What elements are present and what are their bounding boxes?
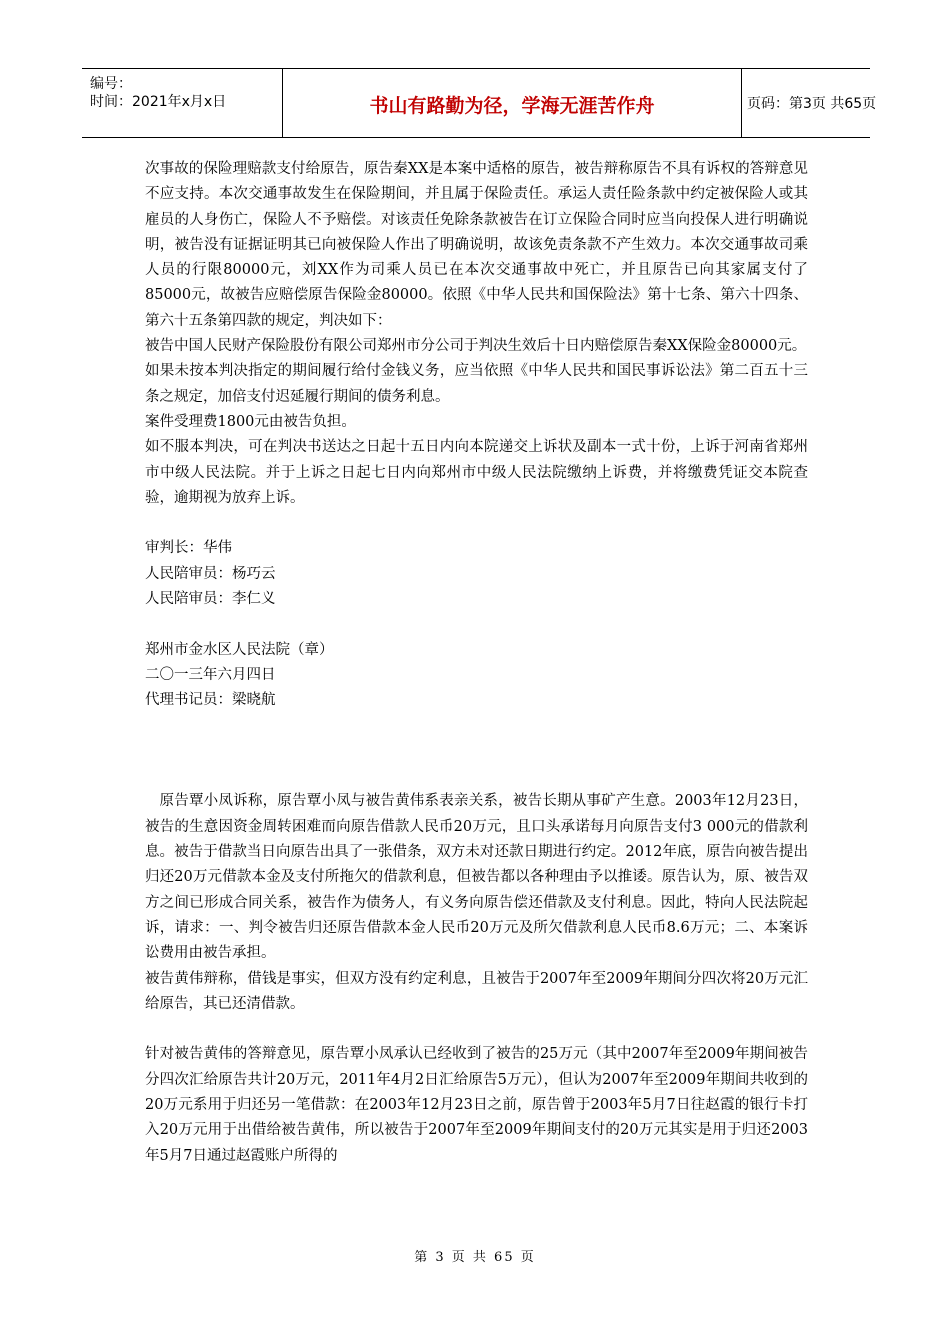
document-body: [145, 157, 808, 1169]
header-left-cell: [82, 69, 282, 137]
blank-line: [145, 511, 808, 536]
paragraph: 如果未按本判决指定的期间履行给付金钱义务，应当依照《中华人民共和国民事诉讼法》第二百五十三条之规定，加倍支付迟延履行期间的债务利息。: [145, 363, 808, 405]
number-label: 编号：: [90, 76, 132, 92]
paragraph: 案件受理费1800元由被告负担。: [145, 413, 356, 430]
date-line: 时间：2021年x月x日: [90, 94, 227, 110]
header-right-cell: [741, 69, 877, 137]
juror: 人民陪审员：李仁义: [145, 591, 276, 608]
juror: 人民陪审员：杨巧云: [145, 565, 276, 582]
paragraph: 被告黄伟辩称，借钱是事实，但双方没有约定利息，且被告于2007年至2009年期间分四次将20万元汇给原告，其已还清借款。: [145, 970, 808, 1012]
page-footer: 第 3 页 共 65 页: [414, 1250, 536, 1265]
paragraph: 被告中国人民财产保险股份有限公司郑州市分公司于判决生效后十日内赔偿原告秦XX保险金80000元。: [145, 338, 807, 355]
presiding-judge: 审判长：华伟: [145, 540, 232, 557]
motto: 书山有路勤为径，学海无涯苦作舟: [369, 95, 655, 117]
paragraph: 次事故的保险理赔款支付给原告，原告秦XX是本案中适格的原告，被告辩称原告不具有诉权的答辩意见不应支持。本次交通事故发生在保险期间，并且属于保险责任。承运人责任险条款中约定被保险人或其雇员的人身伤亡，保险人不予赔偿。对该责任免除条款被告在订立保险合同时应当向投保人进行明确说明，被告没有证据证明其已向被保险人作出了明确说明，故该免责条款不产生效力。本次交通事故司乘人员的行限80000元，刘XX作为司乘人员已在本次交通事故中死亡，并且原告已向其家属支付了85000元，故被告应赔偿原告保险金80000。依照《中华人民共和国保险法》第十七条、第六十四条、第六十五条第四款的规定，判决如下：: [145, 161, 808, 329]
blank-line: [145, 764, 808, 789]
paragraph: 针对被告黄伟的答辩意见，原告覃小凤承认已经收到了被告的25万元（其中2007年至2009年期间被告分四次汇给原告共计20万元，2011年4月2日汇给原告5万元），但认为2007年至2009年期间共收到的20万元系用于归还另一笔借款：在2003年12月23日之前，原告曾于2003年5月7日往赵霞的银行卡打入20万元用于出借给被告黄伟，所以被告于2007年至2009年期间支付的20万元其实是用于归还2003年5月7日通过赵霞账户所得的: [145, 1046, 808, 1164]
clerk: 代理书记员：梁晓航: [145, 692, 276, 709]
page-info: 页码：第3页 共65页: [747, 96, 877, 112]
paragraph: 原告覃小凤诉称，原告覃小凤与被告黄伟系表亲关系，被告长期从事矿产生意。2003年12月23日，被告的生意因资金周转困难而向原告借款人民币20万元，且口头承诺每月向原告支付3 000元的借款利息。被告于借款当日向原告出具了一张借条，双方未对还款日期进行约定。2012年底，原告向被告提出归还20万元借款本金及支付所拖欠的借款利息，但被告都以各种理由予以推诿。原告认为，原、被告双方之间已形成合同关系，被告作为债务人，有义务向原告偿还借款及支付利息。因此，特向人民法院起诉，请求：一、判令被告归还原告借款本金人民币20万元及所欠借款利息人民币8.6万元；二、本案诉讼费用由被告承担。: [145, 793, 808, 962]
blank-line: [145, 739, 808, 764]
header-motto-cell: [282, 69, 742, 137]
blank-line: [145, 612, 808, 637]
paragraph: 如不服本判决，可在判决书送达之日起十五日内向本院递交上诉状及副本一式十份，上诉于河南省郑州市中级人民法院。并于上诉之日起七日内向郑州市中级人民法院缴纳上诉费，并将缴费凭证交本院查验，逾期视为放弃上诉。: [145, 439, 808, 506]
page-header: [82, 68, 877, 138]
court-seal: 郑州市金水区人民法院（章）: [145, 641, 334, 658]
blank-line: [145, 1017, 808, 1042]
blank-line: [145, 714, 808, 739]
judgment-date: 二〇一三年六月四日: [145, 666, 276, 683]
